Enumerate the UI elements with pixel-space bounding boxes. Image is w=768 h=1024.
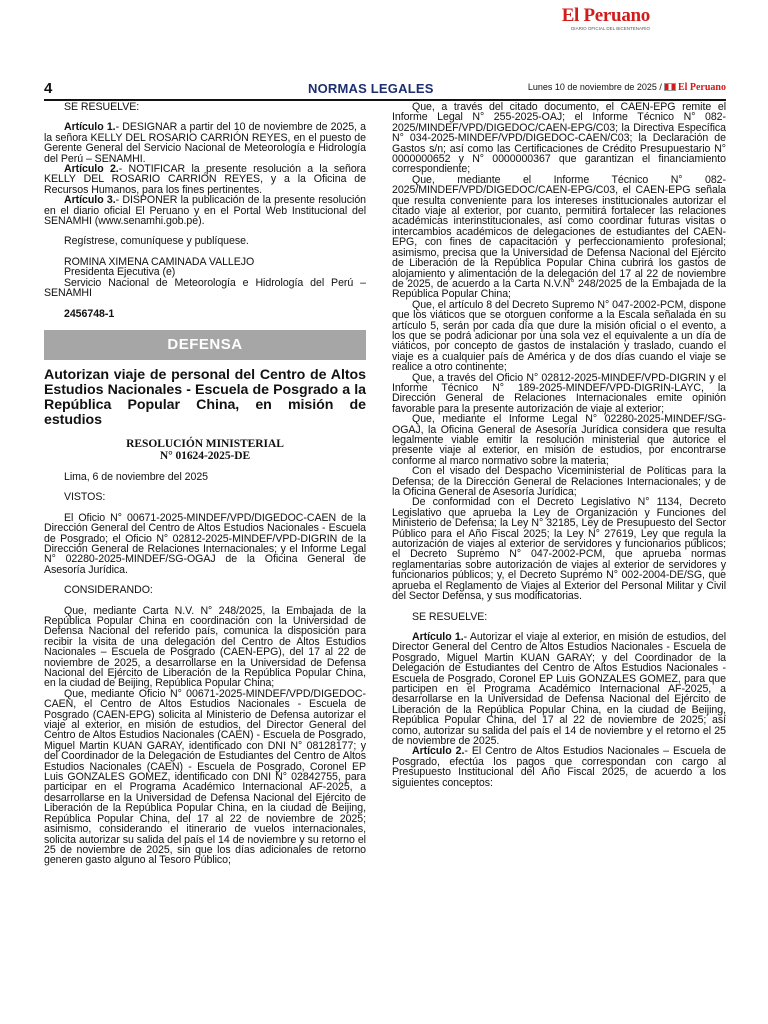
masthead-logo — [520, 6, 650, 34]
vistos-heading: VISTOS: — [64, 491, 106, 504]
resolution-article-2-text: - El Centro de Altos Estudios Nacionales – Escuela de Posgrado, efectúa los pagos que correspondan con cargo al Presupuesto Institucional del Año Fiscal 2025, de acuerdo a los siguientes conceptos: — [392, 745, 726, 789]
left-column — [44, 102, 366, 866]
se-resuelve-heading-2: SE RESUELVE: — [412, 610, 488, 623]
considerando-heading: CONSIDERANDO: — [64, 584, 153, 597]
publication-name: El Peruano — [677, 82, 726, 93]
article-1-label: Artículo 1. — [64, 121, 116, 134]
paragraph-1: Que, a través del citado documento, el CAEN-EPG remite el Informe Legal N° 255-2025-OAJ; el Informe Técnico N° 082-2025/MINDEF/VPD/DIGEDOC/CAEN-EPG/C03; la Directiva Específica N° 034-2025-MINDEF/VPD/DIGEDOC-CAEN/C03; la Declaración de Gastos s/n; así como las Certificaciones de Crédito Presupuestario N° 0000000652 y N° 0000000367 que garantizan el financiamiento correspondiente; — [392, 101, 726, 176]
article-3 — [44, 195, 366, 226]
paragraph-7: De conformidad con el Decreto Legislativo N° 1134, Decreto Legislativo que aprueba la Ley de Organización y Funciones del Ministerio de Defensa; la Ley N° 32185, Ley de Presupuesto del Sector Público para el Año Fiscal 2025; la Ley N° 27619, Ley que regula la autorización de viajes al exterior de servidores y funcionarios públicos; el Decreto Supremo N° 047-2002-PCM, que aprueba normas reglamentarias sobre autorización de viajes al exterior de servidores y funcionarios públicos; y, el Decreto Supremo N° 002-2004-DE/SG, que aprueba el Reglamento de Viajes al Exterior del Personal Militar y Civil del Sector Defensa, y sus modificatorias. — [392, 496, 726, 603]
signer-name: ROMINA XIMENA CAMINADA VALLEJO — [64, 255, 255, 268]
date-line: Lima, 6 de noviembre del 2025 — [64, 470, 209, 483]
section-title: NORMAS LEGALES — [308, 81, 434, 96]
considerando-2: Que, mediante Oficio N° 00671-2025-MINDEF/VPD/DIGEDOC-CAEN, el Centro de Altos Estudios Nacionales - Escuela de Posgrado (CAEN-EPG) solicita al Ministerio de Defensa autorizar el viaje al exterior, en misión de estudios, del Director General del Centro de Altos Estudios Nacionales (CAEN) - Escuela de Posgrado, Miguel Martin KUAN GARAY, identificado con DNI N° 08128177; y del Coordinador de la Delegación de Estudiantes del Centro de Altos Estudios Nacionales (CAEN) - Escuela de Posgrado, Coronel EP Luis GONZALES GOMEZ, identificado con DNI N° 02842755, para participar en el Programa Académico Internacional AF-2025, a desarrollarse en la Universidad de Defensa Nacional del Ejército de Liberación de la República Popular China, en la ciudad de Beijing, República Popular China, del 17 al 22 de noviembre de 2025; asimismo, considerando el itinerario de vuelos internacionales, solicita autorizar su salida del país el 14 de noviembre y su retorno el 25 de noviembre de 2025, sin que los días adicionales de retorno generen gasto alguno al Tesoro Público; — [44, 687, 366, 867]
resolution-article-2 — [392, 746, 726, 788]
peru-flag-icon — [664, 83, 676, 91]
publication-code: 2456748-1 — [64, 307, 115, 320]
resolution-article-2-label: Artículo 2. — [412, 745, 465, 758]
signature-block — [44, 257, 366, 299]
paragraph-6: Con el visado del Despacho Viceministerial de Políticas para la Defensa; de la Dirección General de Relaciones Internacionales; y de la Oficina General de Asesoría Jurídica; — [392, 465, 726, 499]
paragraph-3: Que, el artículo 8 del Decreto Supremo N° 047-2002-PCM, dispone que los viáticos que se otorguen conforme a la Escala señalada en su artículo 5, serán por cada día que dure la misión oficial o el evento, a los que se podrá adicionar por una sola vez el equivalente a un día de viáticos, por concepto de gastos de instalación y traslado, cuando el viaje es a cualquier país de América y de dos días cuando el viaje se realice a otro continente; — [392, 298, 726, 374]
article-1 — [44, 122, 366, 164]
article-2-label: Artículo 2. — [64, 163, 119, 176]
article-1-text: - DESIGNAR a partir del 10 de noviembre de 2025, a la señora KELLY DEL ROSARIO CARRIÓN REYES, en el puesto de Gerente General del Servicio Nacional de Meteorología e Hidrología del Perú – SENAMHI. — [44, 121, 366, 165]
resolution-article-1-label: Artículo 1. — [412, 630, 464, 643]
brand-tagline: DIARIO OFICIAL DEL BICENTENARIO — [571, 26, 650, 31]
vistos-text: El Oficio N° 00671-2025-MINDEF/VPD/DIGEDOC-CAEN de la Dirección General del Centro de Altos Estudios Nacionales - Escuela de Posgrado; el Oficio N° 02812-2025-MINDEF/VPD-DIGRIN de la Dirección General de Relaciones Internacionales; y el Informe Legal N° 02280-2025-MINDEF/SG-OGAJ de la Oficina General de Asesoría Jurídica. — [44, 511, 366, 576]
signer-role: Presidenta Ejecutiva (e) — [64, 266, 176, 279]
article-headline: Autorizan viaje de personal del Centro de Altos Estudios Nacionales - Escuela de Posgrado a la República Popular China, en misión de estudios — [44, 366, 366, 428]
article-2-text: - NOTIFICAR la presente resolución a la señora KELLY DEL ROSARIO CARRIÓN REYES, y a la Oficina de Recursos Humanos, para los fines pertinentes. — [44, 163, 366, 196]
article-3-label: Artículo 3. — [64, 194, 116, 207]
signer-organization: Servicio Nacional de Meteorología e Hidrología del Perú – SENAMHI — [44, 276, 366, 300]
page-number: 4 — [44, 80, 53, 97]
paragraph-2: Que, mediante el Informe Técnico N° 082-2025/MINDEF/VPD/DIGEDOC/CAEN-EPG/C03, el CAEN-EPG señala que resulta conveniente para los intereses institucionales autorizar el citado viaje al exterior, por cuanto, permitirá fortalecer las relaciones académicas interinstitucionales, así como coordinar futuras visitas o intercambios académicos de delegaciones de estudiantes del CAEN-EPG, con fines de capacitación y perfeccionamiento profesional; asimismo, precisa que la Universidad de Defensa Nacional del Ejército de Liberación de la República Popular China cubrirá los gastos de alojamiento y alimentación de la delegación del 17 al 22 de noviembre de 2025, de acuerdo a la Carta N.V.N° 248/2025 de la Embajada de la República Popular China; — [392, 173, 726, 301]
resolution-article-1-text: - Autorizar el viaje al exterior, en misión de estudios, del Director General del Centro de Altos Estudios Nacionales - Escuela de Posgrado, Miguel Martin KUAN GARAY; y del Coordinador de la Delegación de Estudiantes del Centro de Altos Estudios Nacionales - Escuela de Posgrado, Coronel EP Luis GONZALES GOMEZ, para que participen en el Programa Académico Internacional AF-2025, a desarrollarse en la Universidad de Defensa Nacional del Ejército de Liberación de la República Popular China, en la ciudad de Beijing, República Popular China, del 17 al 22 de noviembre de 2025; así como, autorizar su salida del país el 14 de noviembre y el retorno el 25 de noviembre de 2025. — [392, 630, 726, 747]
brand-name: El Peruano — [561, 5, 650, 26]
resolution-article-1 — [392, 632, 726, 746]
closing-formula: Regístrese, comuníquese y publíquese. — [64, 235, 249, 248]
resolution-type: RESOLUCIÓN MINISTERIAL — [126, 437, 284, 450]
article-2 — [44, 164, 366, 195]
dateline — [528, 82, 726, 93]
paragraph-5: Que, mediante el Informe Legal N° 02280-2025-MINDEF/SG-OGAJ, la Oficina General de Asesoría Jurídica considera que resulta legalmente viable emitir la resolución ministerial que autorice el presente viaje al exterior, en misión de estudios, por encontrarse conforme al marco normativo sobre la materia; — [392, 413, 726, 467]
considerando-1: Que, mediante Carta N.V. N° 248/2025, la Embajada de la República Popular China en coordinación con la Universidad de Defensa Nacional del referido país, comunica la disposición para recibir la visita de una delegación del Centro de Altos Estudios Nacionales – Escuela de Posgrado (CAEN-EPG), del 17 al 22 de noviembre de 2025, a desarrollarse en la Universidad de Defensa Nacional del Ejército de Liberación de la República Popular China, en la ciudad de Beijing, República Popular China; — [44, 604, 366, 690]
resolution-number: N° 01624-2025-DE — [159, 449, 251, 462]
se-resuelve-heading: SE RESUELVE: — [64, 101, 140, 113]
article-3-text: - DISPONER la publicación de la presente resolución en el diario oficial El Peruano y en el Portal Web Institucional del SENAMHI (www.senamhi.gob.pe). — [44, 194, 367, 228]
right-column — [392, 102, 726, 788]
paragraph-4: Que, a través del Oficio N° 02812-2025-MINDEF/VPD-DIGRIN y el Informe Técnico N° 189-2025-MINDEF/VPD-DIGRIN-LAYC, la Dirección General de Relaciones Internacionales emite opinión favorable para la presente autorización de viaje al exterior; — [392, 371, 726, 415]
issue-date: Lunes 10 de noviembre de 2025 / — [527, 82, 662, 92]
resolution-title — [44, 438, 366, 462]
page-header — [44, 78, 726, 100]
section-banner: DEFENSA — [44, 330, 366, 360]
